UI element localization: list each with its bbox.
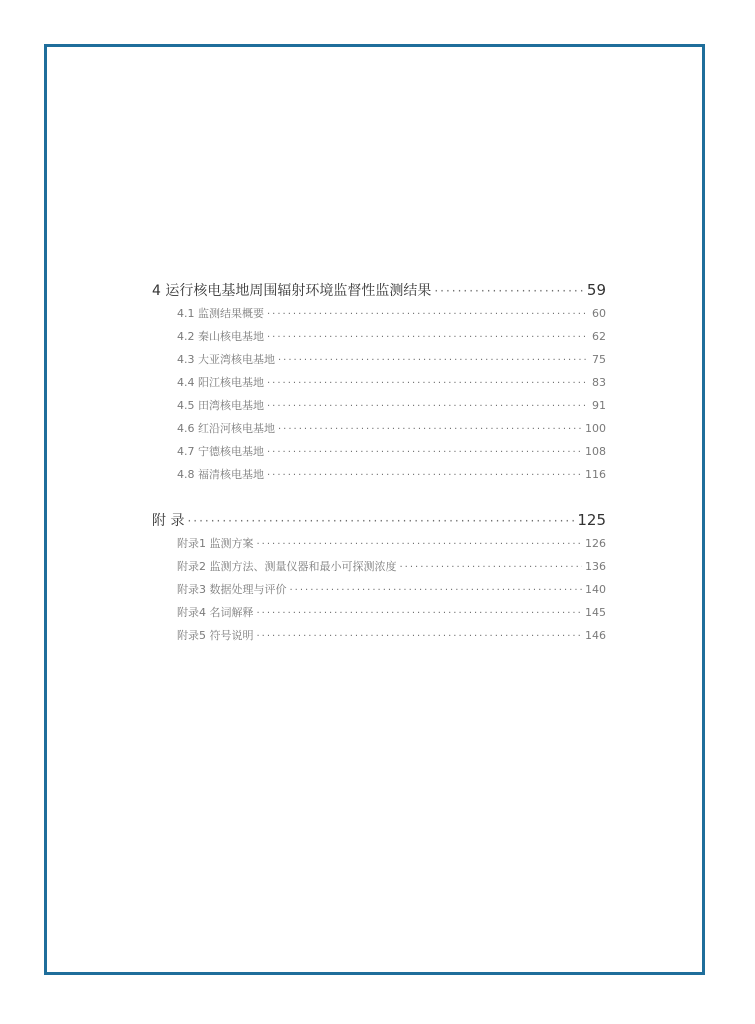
toc-leader-dots [434, 280, 584, 303]
toc-page-number: 91 [592, 399, 606, 412]
toc-leader-dots [267, 303, 589, 326]
toc-page-number: 83 [592, 376, 606, 389]
toc-page-number: 136 [585, 560, 606, 573]
toc-entry[interactable] [152, 624, 606, 647]
toc-leader-dots [267, 464, 582, 487]
section-spacer [152, 486, 606, 509]
toc-page-number: 100 [585, 422, 606, 435]
toc-entry-label: 4.7 宁德核电基地 [177, 445, 264, 458]
toc-entry-label: 附录3 数据处理与评价 [177, 583, 287, 596]
toc-page-number: 146 [585, 629, 606, 642]
toc-leader-dots [278, 349, 589, 372]
toc-entry-label: 4.2 秦山核电基地 [177, 330, 264, 343]
toc-page-number: 116 [585, 468, 606, 481]
toc-entry[interactable] [152, 371, 606, 394]
toc-leader-dots [290, 579, 583, 602]
table-of-contents [152, 279, 606, 647]
toc-entry[interactable] [152, 578, 606, 601]
toc-page-number: 60 [592, 307, 606, 320]
toc-entry[interactable] [152, 555, 606, 578]
toc-entry-label: 4.1 监测结果概要 [177, 307, 264, 320]
toc-entry[interactable] [152, 601, 606, 624]
toc-entry[interactable] [152, 302, 606, 325]
toc-page-number: 140 [585, 583, 606, 596]
toc-entry-label: 4.5 田湾核电基地 [177, 399, 264, 412]
toc-chapter-title: 4 运行核电基地周围辐射环境监督性监测结果 [152, 283, 432, 299]
toc-page-number: 126 [585, 537, 606, 550]
toc-page-number: 145 [585, 606, 606, 619]
toc-entry-label: 4.8 福清核电基地 [177, 468, 264, 481]
toc-entry-label: 附录2 监测方法、测量仪器和最小可探测浓度 [177, 560, 397, 573]
toc-entry-label: 4.4 阳江核电基地 [177, 376, 264, 389]
toc-page-number: 108 [585, 445, 606, 458]
toc-entry[interactable] [152, 417, 606, 440]
toc-entry-label: 附录1 监测方案 [177, 537, 254, 550]
toc-leader-dots [257, 602, 583, 625]
toc-entry-label: 4.6 红沿河核电基地 [177, 422, 275, 435]
toc-leader-dots [278, 418, 582, 441]
toc-entry-label: 附录5 符号说明 [177, 629, 254, 642]
toc-entry[interactable] [152, 348, 606, 371]
toc-leader-dots [267, 372, 589, 395]
toc-leader-dots [400, 556, 583, 579]
toc-page-number: 75 [592, 353, 606, 366]
toc-leader-dots [257, 533, 583, 556]
toc-entry-label: 附录4 名词解释 [177, 606, 254, 619]
toc-entry-label: 4.3 大亚湾核电基地 [177, 353, 275, 366]
toc-entry[interactable] [152, 440, 606, 463]
toc-page-number: 62 [592, 330, 606, 343]
toc-page-number: 59 [586, 281, 606, 299]
toc-entry[interactable] [152, 394, 606, 417]
toc-leader-dots [267, 326, 589, 349]
toc-leader-dots [267, 441, 582, 464]
toc-page-number: 125 [577, 511, 606, 529]
toc-leader-dots [187, 510, 574, 533]
toc-appendix[interactable] [152, 509, 606, 532]
toc-entry[interactable] [152, 463, 606, 486]
toc-leader-dots [257, 625, 583, 648]
toc-entry[interactable] [152, 532, 606, 555]
toc-chapter-title: 附 录 [152, 513, 185, 529]
toc-chapter-4[interactable] [152, 279, 606, 302]
toc-entry[interactable] [152, 325, 606, 348]
toc-leader-dots [267, 395, 589, 418]
